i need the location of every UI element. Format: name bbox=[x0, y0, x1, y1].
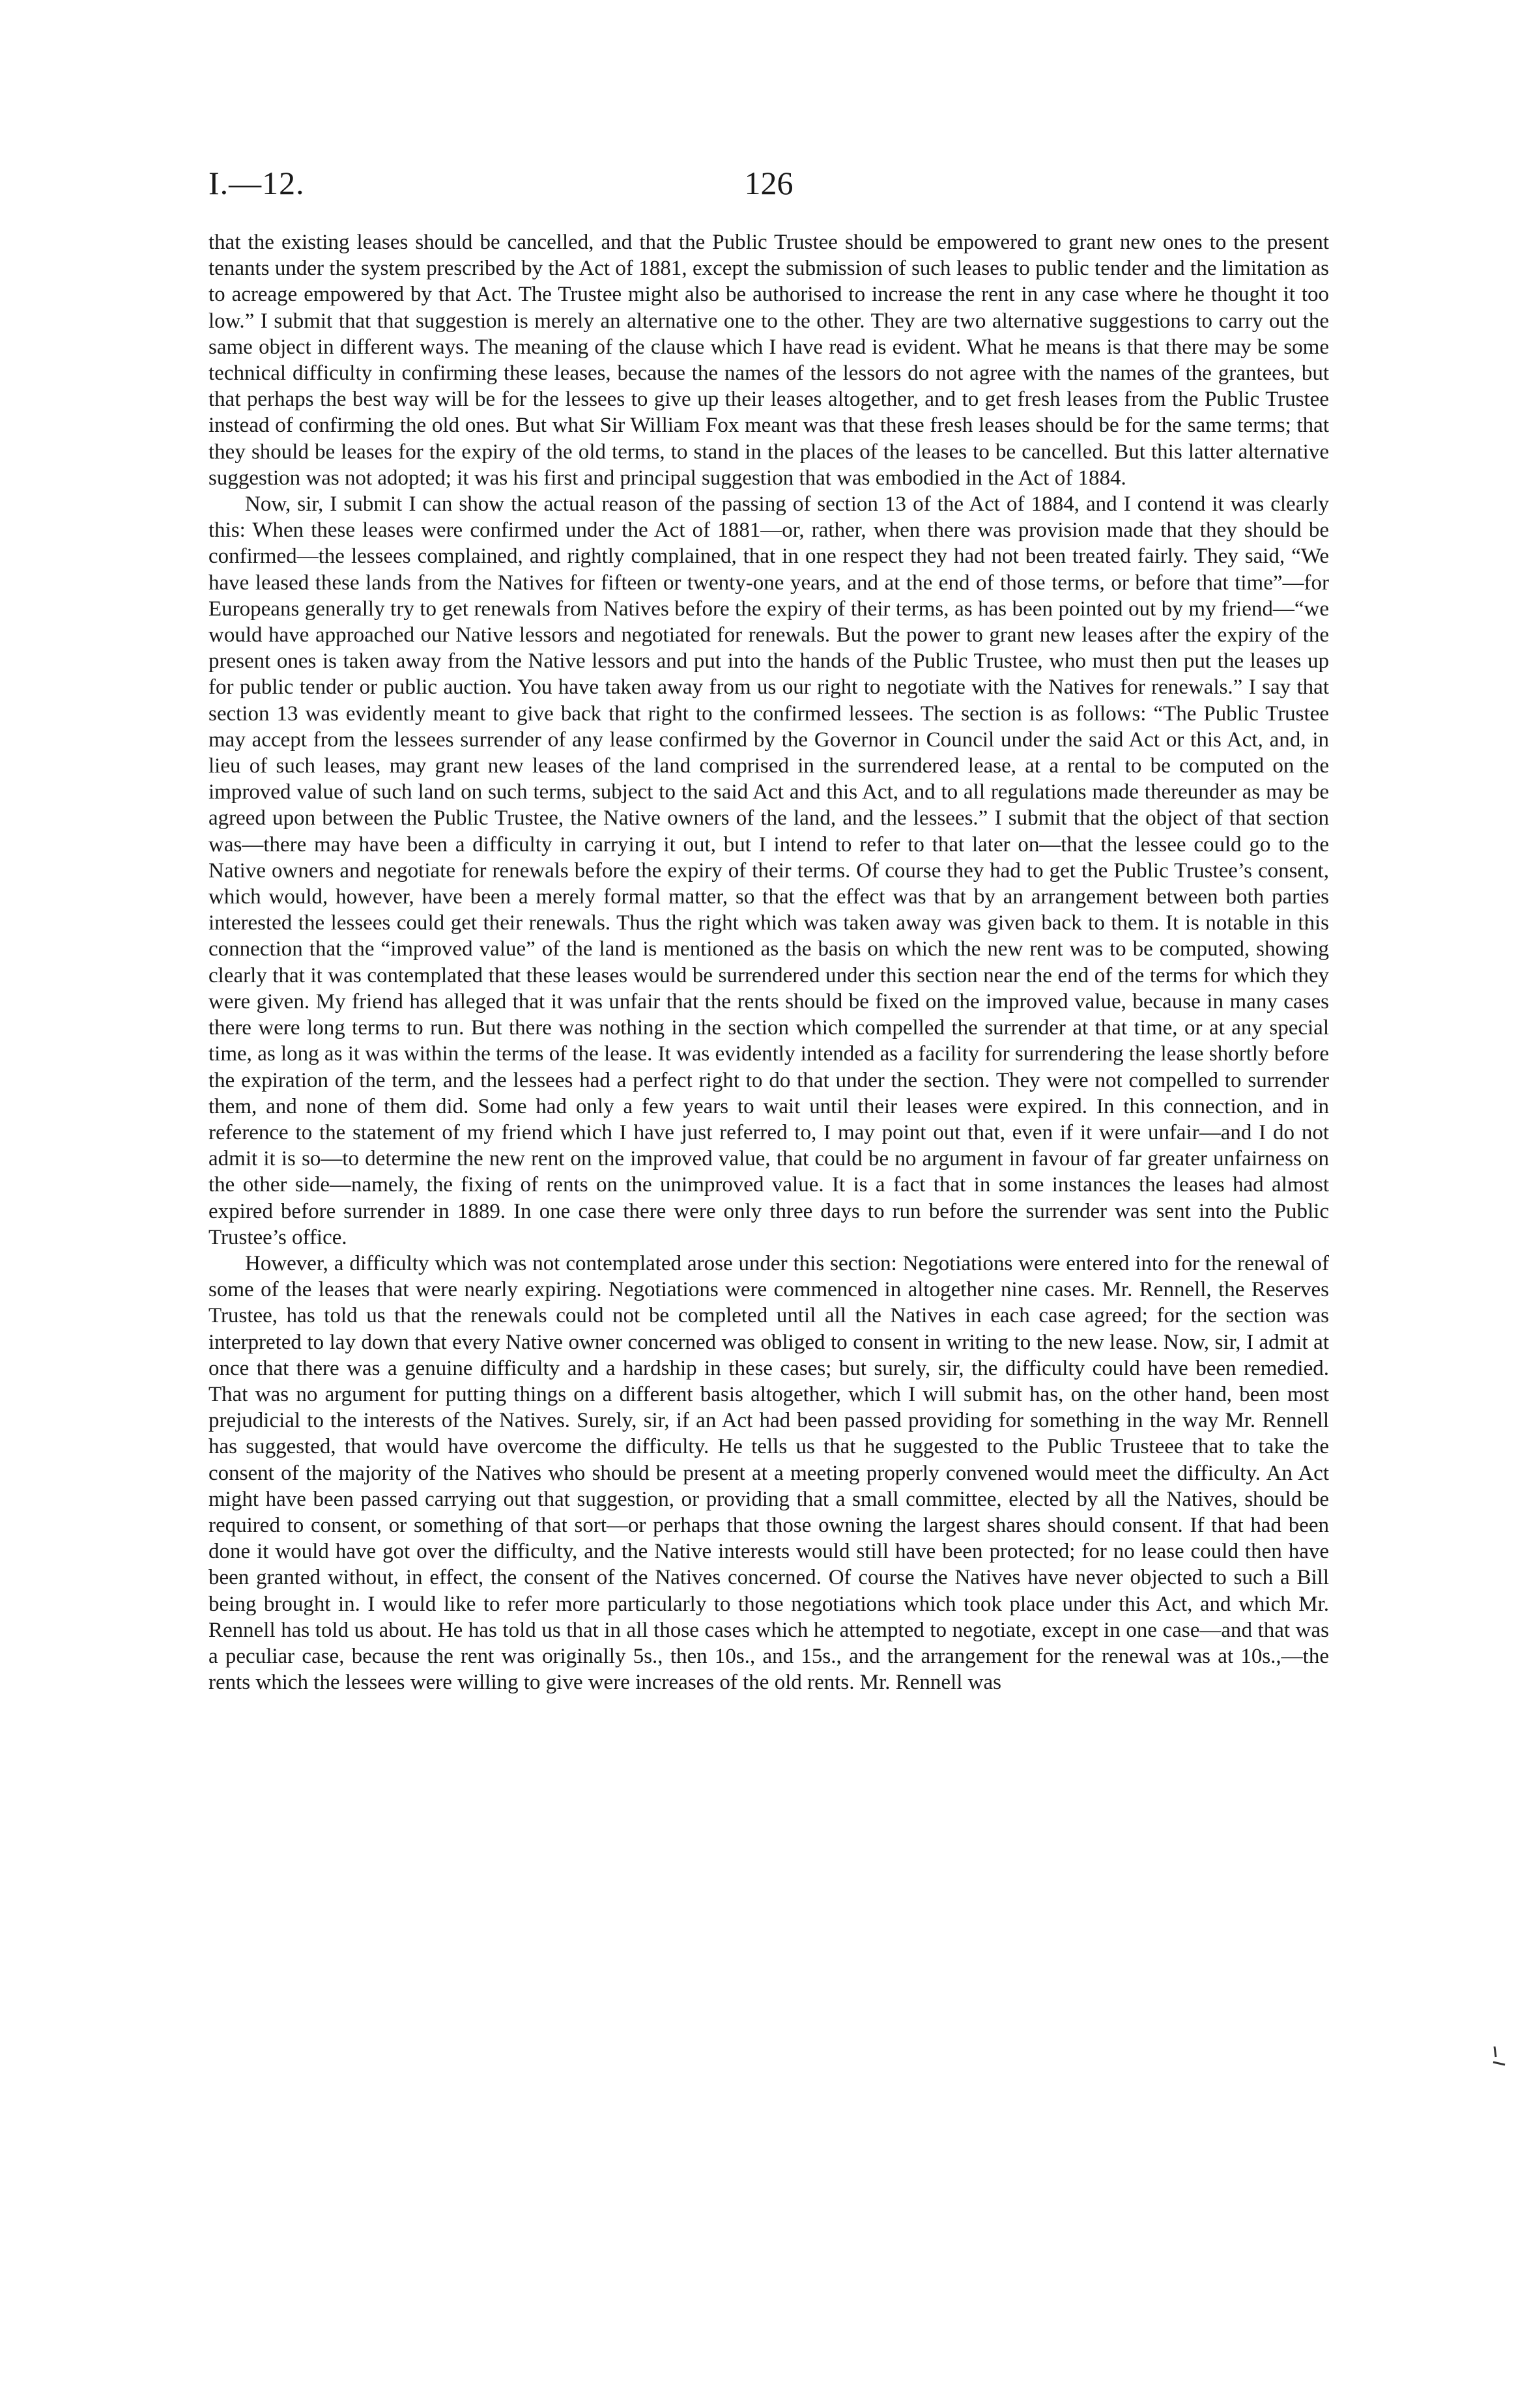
margin-ink-mark bbox=[1492, 2045, 1506, 2071]
paragraph-3: However, a difficulty which was not contemplated arose under this section: Negotiations were entered into for the renewal of some of the leases that were nearly expiring. Negotiations were commenced in altogether nine cases. Mr. Rennell, the Reserves Trustee, has told us that the renewals could not be completed until all the Natives in each case agreed; for the section was interpreted to lay down that every Native owner concerned was obliged to consent in writing to the new lease. Now, sir, I admit at once that there was a genuine difficulty and a hardship in these cases; but surely, sir, the difficulty could have been remedied. That was no argument for putting things on a different basis altogether, which I will submit has, on the other hand, been most prejudicial to the interests of the Natives. Surely, sir, if an Act had been passed providing for something in the way Mr. Rennell has suggested, that would have overcome the difficulty. He tells us that he suggested to the Public Trusteee that to take the consent of the majority of the Natives who should be present at a meeting properly convened would meet the difficulty. An Act might have been passed carrying out that suggestion, or providing that a small committee, elected by all the Natives, should be required to consent, or something of that sort—or perhaps that those owning the largest shares should consent. If that had been done it would have got over the difficulty, and the Native interests would still have been protected; for no lease could then have been granted without, in effect, the consent of the Natives concerned. Of course the Natives have never objected to such a Bill being brought in. I would like to refer more particularly to those negotiations which took place under this Act, and which Mr. Rennell has told us about. He has told us that in all those cases which he attempted to negotiate, except in one case—and that was a peculiar case, because the rent was originally 5s., then 10s., and 15s., and the arrangement for the renewal was at 10s.,—the rents which the lessees were willing to give were increases of the old rents. Mr. Rennell was bbox=[208, 1251, 1329, 1695]
page-number: 126 bbox=[744, 165, 794, 201]
page-header bbox=[208, 164, 1329, 216]
document-reference: I.—12. bbox=[208, 165, 305, 201]
paragraph-2: Now, sir, I submit I can show the actual reason of the passing of section 13 of the Act of 1884, and I contend it was clearly this: When these leases were confirmed under the Act of 1881—or, rather, when there was provision made that they should be confirmed—the lessees complained, and rightly complained, that in one respect they had not been treated fairly. They said, “We have leased these lands from the Natives for fifteen or twenty-one years, and at the end of those terms, or before that time”—for Europeans generally try to get renewals from Natives before the expiry of their terms, as has been pointed out by my friend—“we would have approached our Native lessors and negotiated for renewals. But the power to grant new leases after the expiry of the present ones is taken away from the Native lessors and put into the hands of the Public Trustee, who must then put the leases up for public tender or public auction. You have taken away from us our right to negotiate with the Natives for renewals.” I say that section 13 was evidently meant to give back that right to the confirmed lessees. The section is as follows: “The Public Trustee may accept from the lessees surrender of any lease confirmed by the Governor in Council under the said Act or this Act, and, in lieu of such leases, may grant new leases of the land comprised in the surrendered lease, at a rental to be computed on the improved value of such land on such terms, subject to the said Act and this Act, and to all regulations made thereunder as may be agreed upon between the Public Trustee, the Native owners of the land, and the lessees.” I submit that the object of that section was—there may have been a difficulty in carrying it out, but I intend to refer to that later on—that the lessee could go to the Native owners and negotiate for renewals before the expiry of their terms. Of course they had to get the Public Trustee’s consent, which would, however, have been a merely formal matter, so that the effect was that by an arrangement between both parties interested the lessees could get their renewals. Thus the right which was taken away was given back to them. It is notable in this connection that the “improved value” of the land is mentioned as the basis on which the new rent was to be computed, showing clearly that it was contemplated that these leases would be surrendered under this section near the end of the terms for which they were given. My friend has alleged that it was unfair that the rents should be fixed on the improved value, because in many cases there were long terms to run. But there was nothing in the section which compelled the surrender at that time, or at any special time, as long as it was within the terms of the lease. It was evidently intended as a facility for surrendering the lease shortly before the expiration of the term, and the lessees had a perfect right to do that under the section. They were not compelled to surrender them, and none of them did. Some had only a few years to wait until their leases were expired. In this connection, and in reference to the statement of my friend which I have just referred to, I may point out that, even if it were unfair—and I do not admit it is so—to determine the new rent on the improved value, that could be no argument in favour of far greater unfairness on the other side—namely, the fixing of rents on the unimproved value. It is a fact that in some instances the leases had almost expired before surrender in 1889. In one case there were only three days to run before the surrender was sent into the Public Trustee’s office. bbox=[208, 492, 1329, 1249]
paragraph-1: that the existing leases should be cancelled, and that the Public Trustee should be empowered to grant new ones to the present tenants under the system prescribed by the Act of 1881, except the submission of such leases to public tender and the limitation as to acreage empowered by that Act. The Trustee might also be authorised to increase the rent in any case where he thought it too low.” I submit that that suggestion is merely an alternative one to the other. They are two alternative suggestions to carry out the same object in different ways. The meaning of the clause which I have read is evident. What he means is that there may be some technical difficulty in confirming these leases, because the names of the lessors do not agree with the names of the grantees, but that perhaps the best way will be for the lessees to give up their leases altogether, and to get fresh leases from the Public Trustee instead of confirming the old ones. But what Sir William Fox meant was that these fresh leases should be for the same terms; that they should be leases for the expiry of the old terms, to stand in the places of the leases to be cancelled. But this latter alternative suggestion was not adopted; it was his first and principal suggestion that was embodied in the Act of 1884. bbox=[208, 231, 1329, 490]
body-text bbox=[208, 229, 1329, 1695]
